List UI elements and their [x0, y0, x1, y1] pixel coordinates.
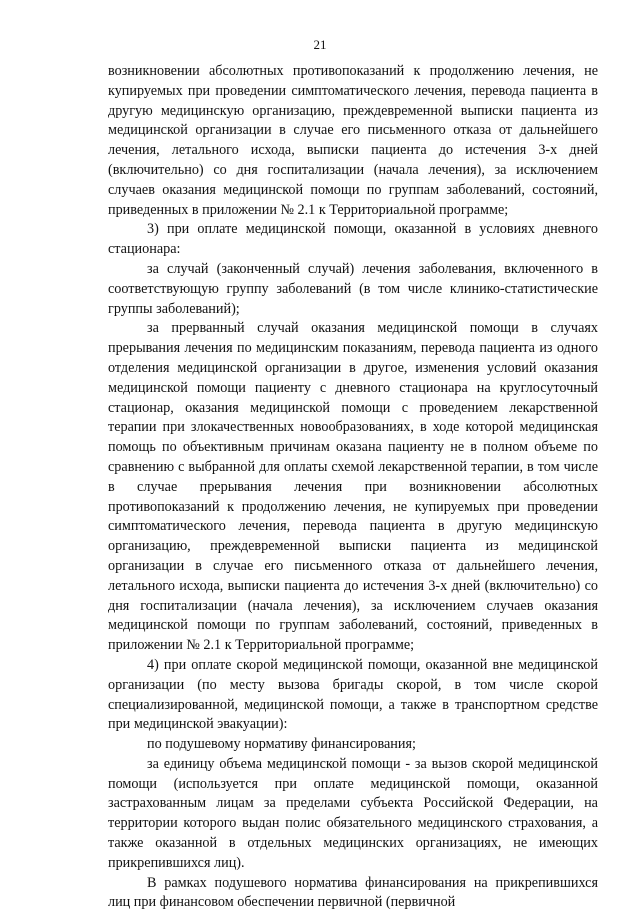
paragraph-interrupted-case: за прерванный случай оказания медицинской помощи в случаях прерывания лечения по медицинским показаниям, перевода пациента из одного отделения медицинской организации в другое, изменения условий оказания медицинской помощи пациенту с дневного стационара на круглосуточный стационар, оказания медицинской помощи с проведением лекарственной терапии при злокачественных новообразованиях, в ходе которой медицинская помощь по объективным причинам оказана пациенту не в полном объеме по сравнению с выбранной для оплаты схемой лекарственной терапии, в том числе в случае прерывания лечения при возникновении абсолютных противопоказаний к продолжению лечения, не купируемых при проведении симптоматического лечения, перевода пациента в другую медицинскую организацию, преждевременной выписки пациента из медицинской организации в случае его письменного отказа от дальнейшего лечения, летального исхода, выписки пациента до истечения 3-х дней (включительно) со дня госпитализации (начала лечения), за исключением случаев оказания медицинской помощи по группам заболеваний, состояний, приведенных в приложении № 2.1 к Территориальной программе; — [108, 320, 598, 654]
paragraph-day-hospital-heading: 3) при оплате медицинской помощи, оказанной в условиях дневного стационара: — [108, 221, 598, 258]
page-number: 21 — [313, 37, 327, 52]
paragraph-per-capita-norm: по подушевому нормативу финансирования; — [147, 736, 416, 753]
paragraph-continuation: возникновении абсолютных противопоказаний к продолжению лечения, не купируемых при проведении симптоматического лечения, перевода пациента в другую медицинскую организацию, преждевременной выписки пациента из медицинской организации в случае его письменного отказа от дальнейшего лечения, летального исхода, выписки пациента до истечения 3-х дней (включительно) со дня госпитализации (начала лечения), за исключением случаев оказания медицинской помощи по группам заболеваний, состояний, приведенных в приложении № 2.1 к Территориальной программе; — [108, 63, 598, 218]
body-text — [108, 62, 598, 913]
paragraph-emergency-care-heading: 4) при оплате скорой медицинской помощи, оказанной вне медицинской организации (по месту вызова бригады скорой, в том числе скорой специализированной, медицинской помощи, а также в транспортном средстве при медицинской эвакуации): — [108, 656, 598, 733]
paragraph-per-capita-financing: В рамках подушевого норматива финансирования на прикрепившихся лиц при финансовом обеспечении первичной (первичной — [108, 874, 598, 911]
paragraph-completed-case: за случай (законченный случай) лечения заболевания, включенного в соответствующую группу заболеваний (в том числе клинико-статистические группы заболеваний); — [108, 260, 598, 317]
paragraph-per-unit-volume: за единицу объема медицинской помощи - за вызов скорой медицинской помощи (используется при оплате медицинской помощи, оказанной застрахованным лицам за пределами субъекта Российской Федерации, на территории которого выдан полис обязательного медицинского страхования, а также оказанной в отдельных медицинских организациях, не имеющих прикрепившихся лиц). — [108, 755, 598, 871]
